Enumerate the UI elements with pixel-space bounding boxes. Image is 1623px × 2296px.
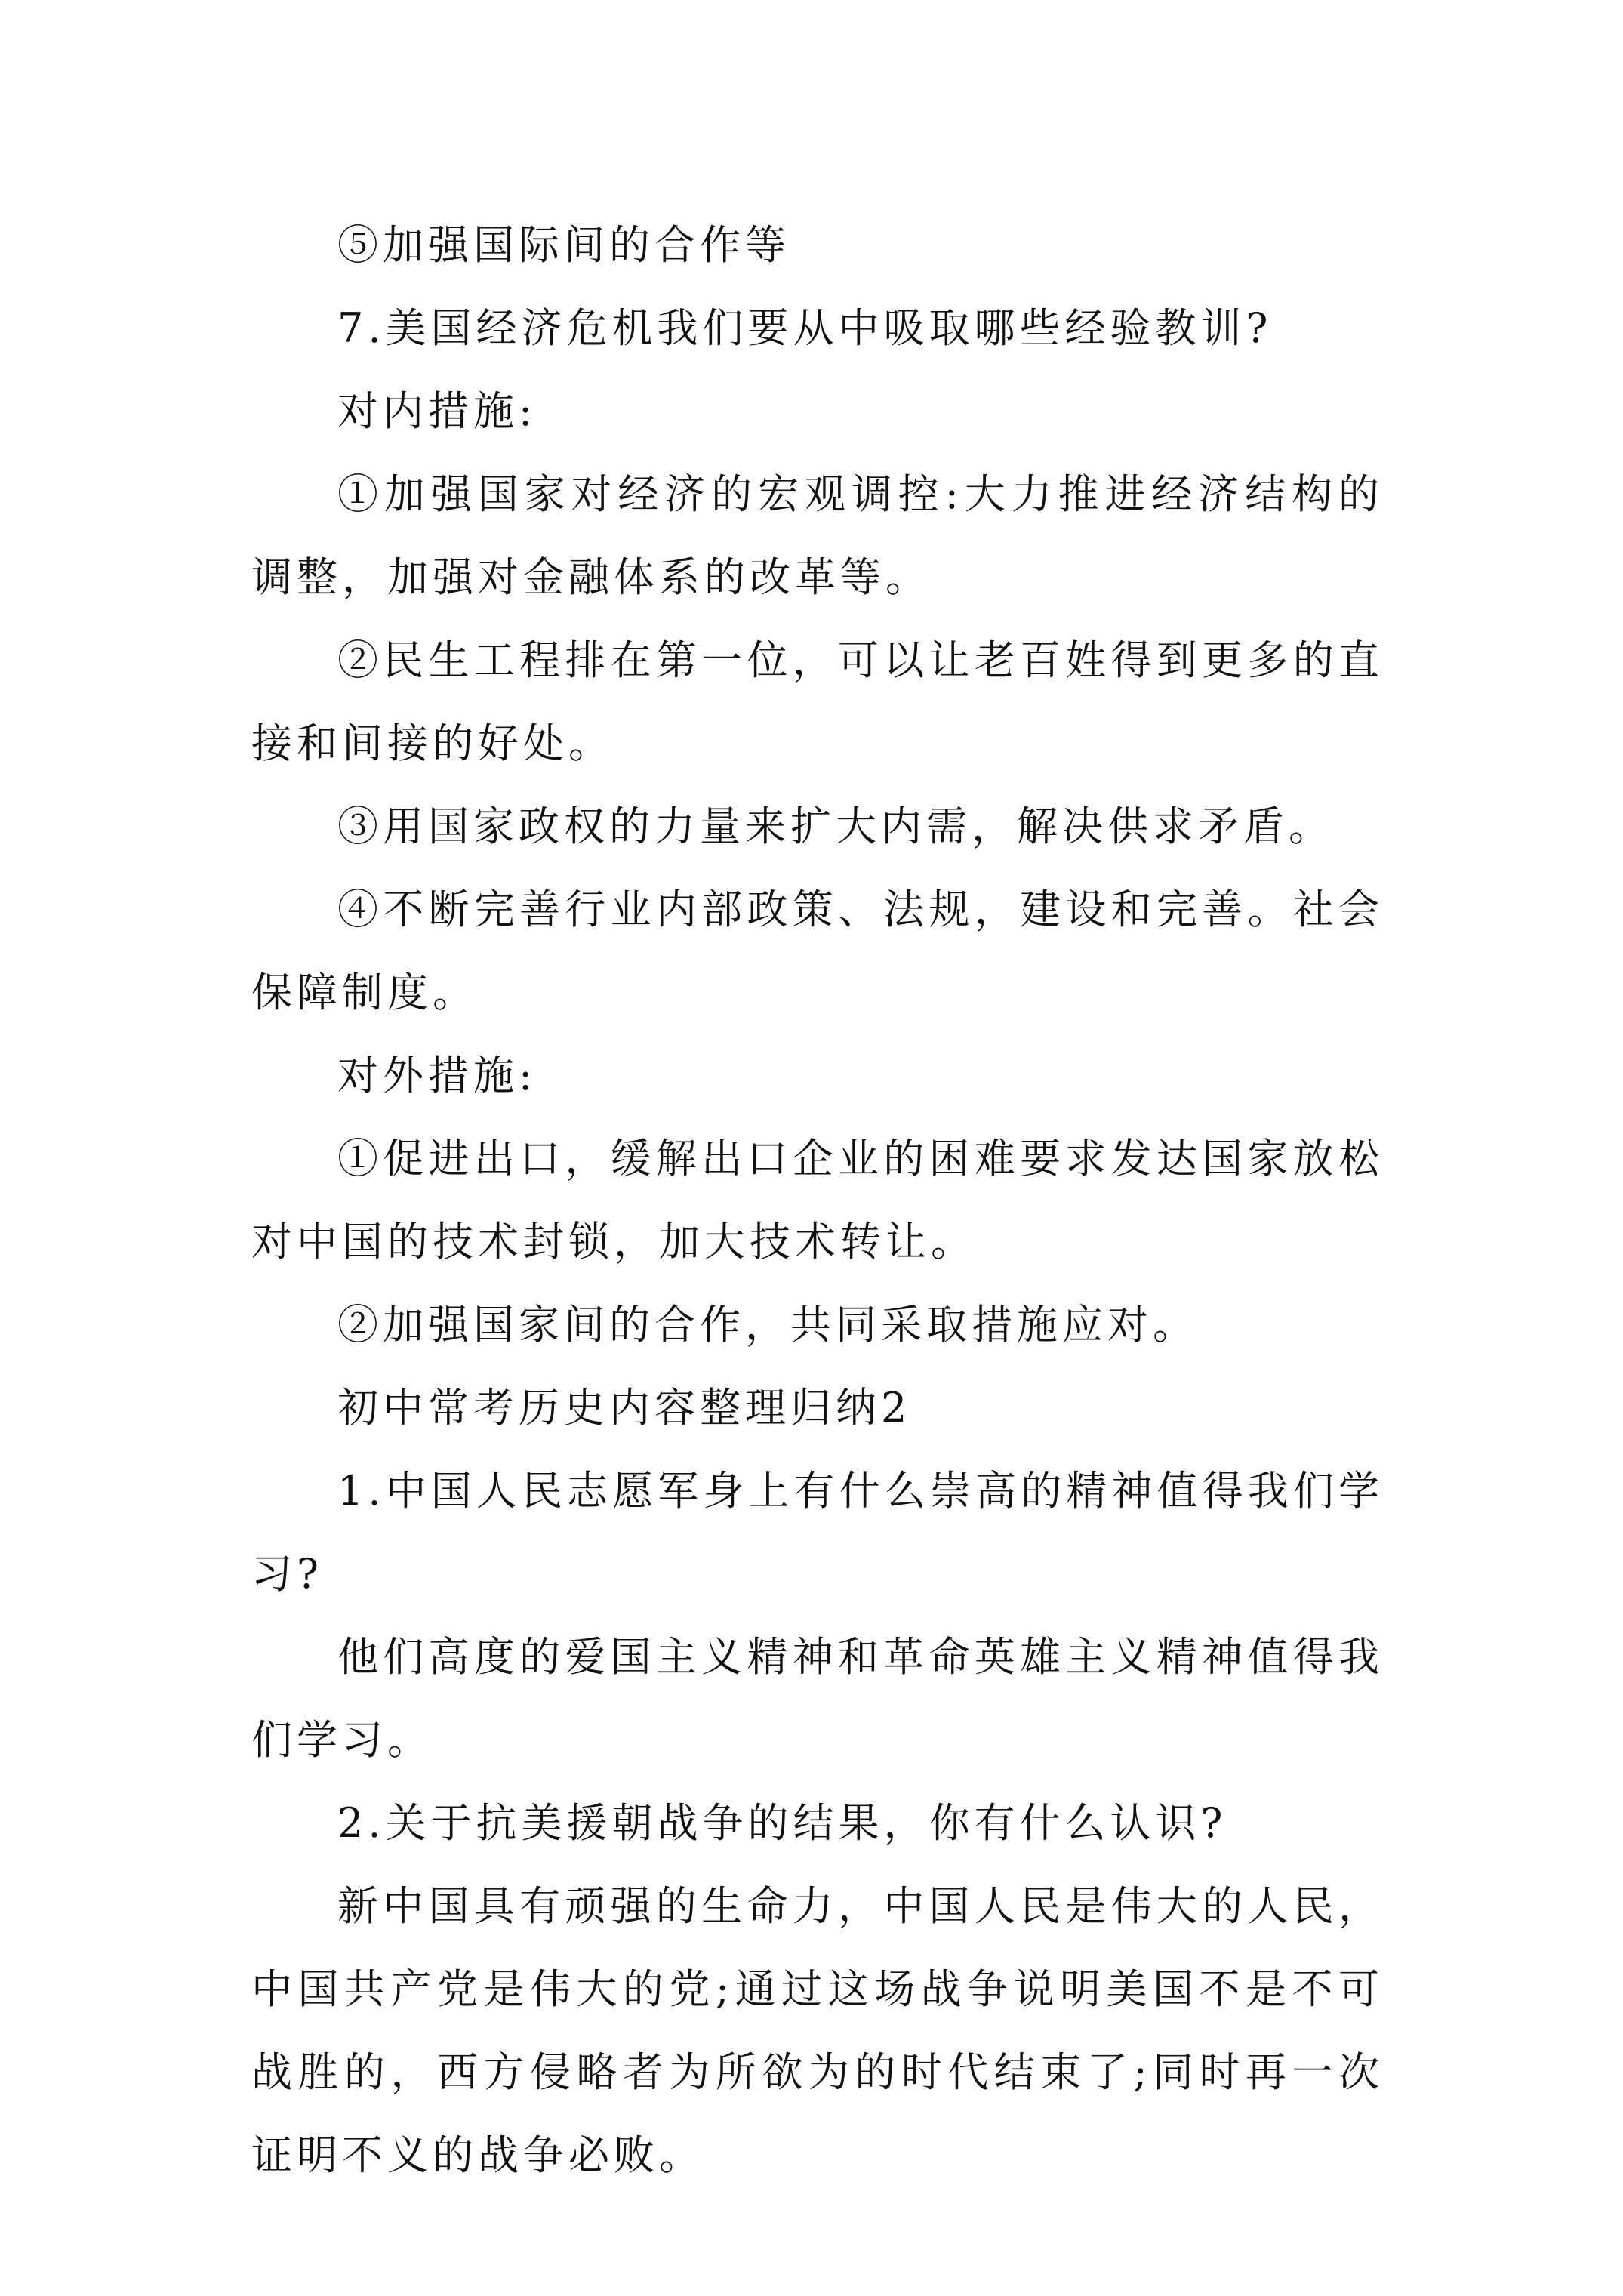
domestic-measure-4: ④不断完善行业内部政策、法规，建设和完善。社会保障制度。 <box>251 886 1384 1016</box>
section-title-2: 初中常考历史内容整理归纳2 <box>337 1384 912 1432</box>
answer-1: 他们高度的爱国主义精神和革命英雄主义精神值得我们学习。 <box>251 1633 1384 1764</box>
domestic-measure-1: ①加强国家对经济的宏观调控:大力推进经济结构的调整，加强对金融体系的改革等。 <box>251 470 1384 601</box>
paragraph-item-5: ⑤加强国际间的合作等 <box>337 221 790 269</box>
foreign-measures-heading: 对外措施: <box>337 1052 537 1099</box>
domestic-measure-3: ③用国家政权的力量来扩大内需，解决供求矛盾。 <box>337 803 1334 850</box>
question-2-heading: 2.关于抗美援朝战争的结果，你有什么认识? <box>337 1799 1227 1847</box>
foreign-measure-1: ①促进出口，缓解出口企业的困难要求发达国家放松对中国的技术封锁，加大技术转让。 <box>251 1135 1384 1265</box>
foreign-measure-2: ②加强国家间的合作，共同采取措施应对。 <box>337 1301 1198 1348</box>
answer-2: 新中国具有顽强的生命力，中国人民是伟大的人民，中国共产党是伟大的党;通过这场战争说明美国不是不可战胜的，西方侵略者为所欲为的时代结束了;同时再一次证明不义的战争必败。 <box>251 1882 1384 2179</box>
domestic-measures-heading: 对内措施: <box>337 387 537 435</box>
question-7-heading: 7.美国经济危机我们要从中吸取哪些经验教训? <box>337 304 1273 352</box>
domestic-measure-2: ②民生工程排在第一位，可以让老百姓得到更多的直接和间接的好处。 <box>251 636 1384 767</box>
document-body <box>251 204 1384 2197</box>
question-1-heading: 1.中国人民志愿军身上有什么崇高的精神值得我们学习? <box>251 1467 1384 1598</box>
